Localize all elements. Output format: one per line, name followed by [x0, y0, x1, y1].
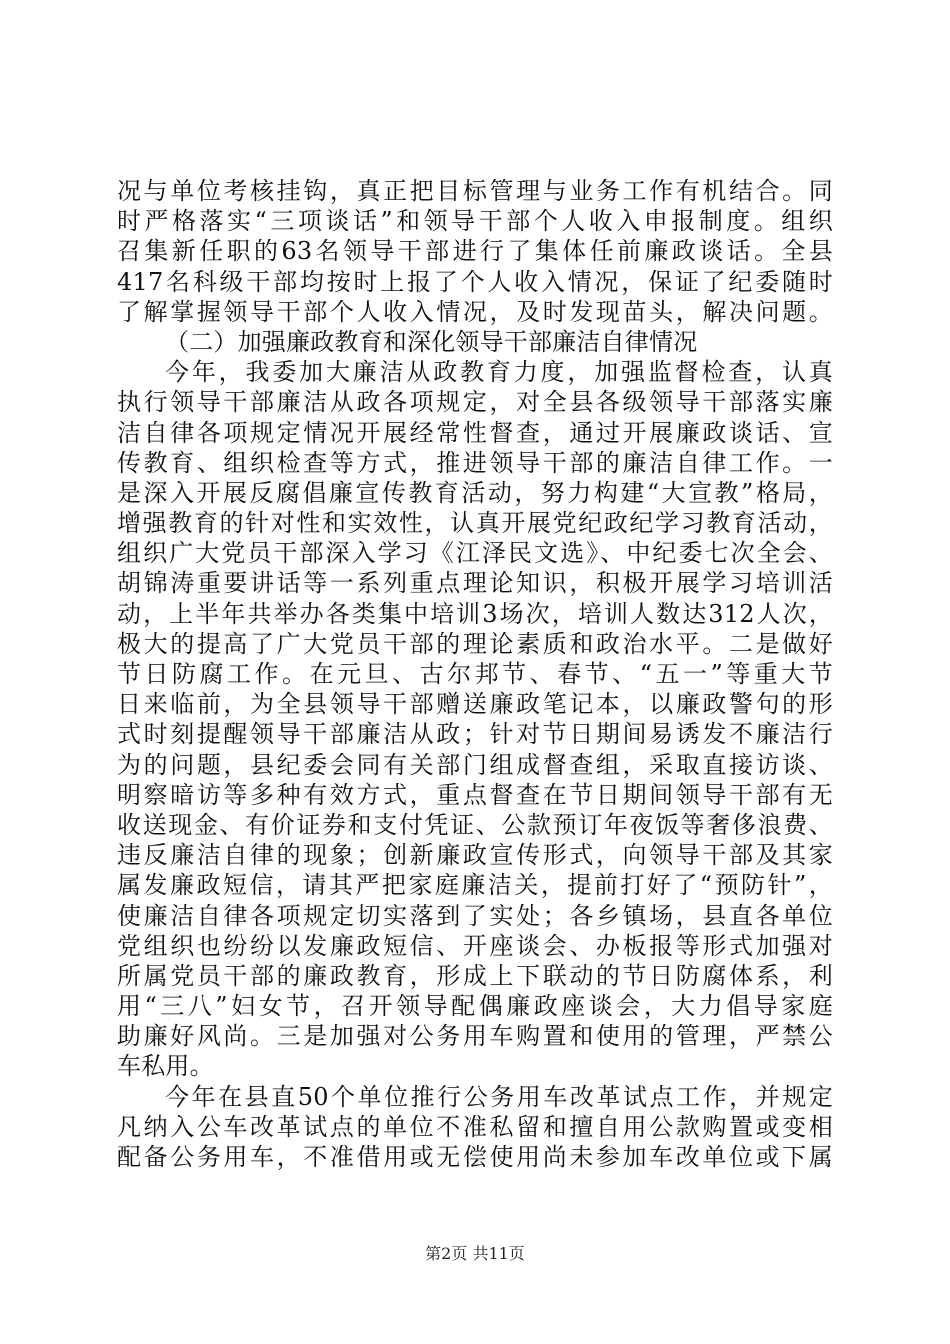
text-line: 式时刻提醒领导干部廉洁从政；针对节日期间易诱发不廉洁行	[117, 720, 833, 749]
text-line: 为的问题，县纪委会同有关部门组成督查组，采取直接访谈、	[117, 750, 833, 779]
text-line: 增强教育的针对性和实效性，认真开展党纪政纪学习教育活动，	[117, 509, 833, 538]
paragraph-last-line: 车私用。	[117, 1052, 214, 1081]
page-number-footer: 第2页 共11页	[425, 1244, 525, 1263]
text-line: 动，上半年共举办各类集中培训3场次，培训人数达312人次，	[117, 599, 833, 628]
section-heading: （二）加强廉政教育和深化领导干部廉洁自律情况	[165, 327, 698, 356]
body-text	[117, 176, 833, 1172]
text-line: 是深入开展反腐倡廉宣传教育活动，努力构建“大宣教”格局，	[117, 478, 833, 507]
text-line: 况与单位考核挂钩，真正把目标管理与业务工作有机结合。同	[117, 177, 833, 205]
text-line: 执行领导干部廉洁从政各项规定，对全县各级领导干部落实廉	[117, 388, 833, 417]
text-line: 召集新任职的63名领导干部进行了集体任前廉政谈话。全县	[117, 237, 833, 266]
text-line: 洁自律各项规定情况开展经常性督查，通过开展廉政谈话、宣	[117, 418, 833, 447]
text-line: 收送现金、有价证券和支付凭证、公款预订年夜饭等奢侈浪费、	[117, 810, 833, 839]
text-line: 用“三八”妇女节，召开领导配偶廉政座谈会，大力倡导家庭	[117, 992, 833, 1021]
text-line: 使廉洁自律各项规定切实落到了实处；各乡镇场，县直各单位	[117, 901, 833, 930]
text-line: 违反廉洁自律的现象；创新廉政宣传形式，向领导干部及其家	[117, 841, 833, 870]
text-line: 明察暗访等多种有效方式，重点督查在节日期间领导干部有无	[117, 780, 833, 809]
text-line: 所属党员干部的廉政教育，形成上下联动的节日防腐体系，利	[117, 961, 833, 990]
text-line: 日来临前，为全县领导干部赠送廉政笔记本，以廉政警句的形	[117, 690, 833, 719]
paragraph-first-line: 今年在县直50个单位推行公务用车改革试点工作，并规定	[165, 1082, 833, 1111]
text-line: 节日防腐工作。在元旦、古尔邦节、春节、“五一”等重大节	[117, 660, 833, 688]
text-line: 胡锦涛重要讲话等一系列重点理论知识，积极开展学习培训活	[117, 569, 833, 598]
text-line: 传教育、组织检查等方式，推进领导干部的廉洁自律工作。一	[117, 448, 833, 477]
paragraph-first-line: 今年，我委加大廉洁从政教育力度，加强监督检查，认真	[165, 358, 833, 387]
text-line: 属发廉政短信，请其严把家庭廉洁关，提前打好了“预防针”，	[117, 871, 833, 900]
text-line: 凡纳入公车改革试点的单位不准私留和擅自用公款购置或变相	[117, 1112, 833, 1141]
text-line: 配备公务用车，不准借用或无偿使用尚未参加车改单位或下属	[117, 1143, 833, 1171]
text-line: 时严格落实“三项谈话”和领导干部个人收入申报制度。组织	[117, 207, 833, 236]
text-line: 417名科级干部均按时上报了个人收入情况，保证了纪委随时	[117, 267, 833, 296]
text-line: 组织广大党员干部深入学习《江泽民文选》、中纪委七次全会、	[117, 539, 833, 568]
text-line: 了解掌握领导干部个人收入情况，及时发现苗头，解决问题。	[117, 297, 833, 326]
text-line: 极大的提高了广大党员干部的理论素质和政治水平。二是做好	[117, 629, 833, 658]
text-line: 助廉好风尚。三是加强对公务用车购置和使用的管理，严禁公	[117, 1022, 833, 1051]
text-line: 党组织也纷纷以发廉政短信、开座谈会、办板报等形式加强对	[117, 931, 833, 960]
